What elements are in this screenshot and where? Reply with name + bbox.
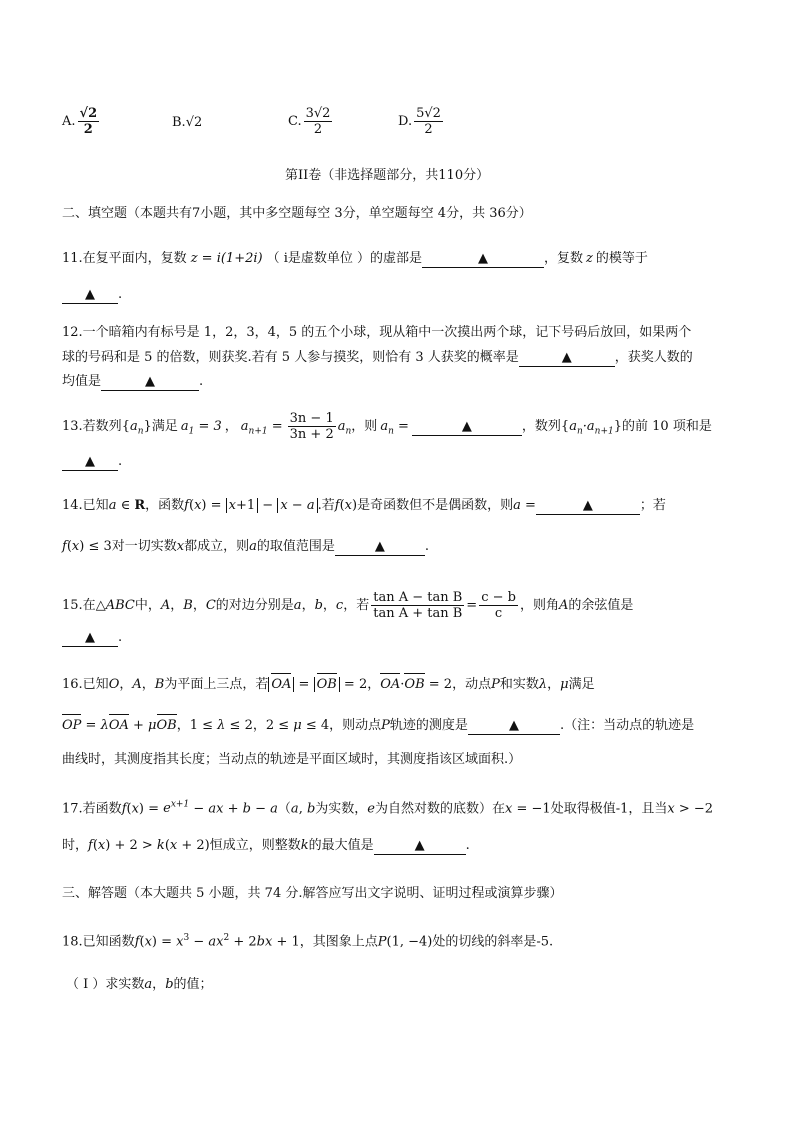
answer-blank[interactable]: ▲: [62, 630, 118, 647]
question-12-line2: 球的号码和是 5 的倍数，则获奖.若有 5 人参与摸奖，则恰有 3 人获奖的概率是 ▲ ，获奖人数的: [62, 350, 693, 365]
option-a-fraction: $\frac{√2}{2}$: [79, 106, 98, 137]
answer-blank[interactable]: ▲: [335, 539, 425, 556]
answer-blank[interactable]: ▲: [422, 251, 544, 268]
question-18-part1: （ I ）求实数a，b的值；: [66, 977, 213, 992]
question-14-line1: 14.已知a ∈ R，函数f(x) = x+1 − x − a .若f(x)是奇函数但不是偶函数，则a = ▲ ；若: [62, 498, 666, 513]
question-16-line3: 曲线时，其测度指其长度；当动点的轨迹是平面区域时，其测度指该区域面积.）: [62, 752, 522, 767]
part2-header: 二、填空题（本题共有7小题，其中多空题每空 3分，单空题每空 4分，共 36分）: [62, 206, 532, 221]
part3-header: 三、解答题（本大题共 5 小题，共 74 分.解答应写出文字说明、证明过程或演算步骤）: [62, 886, 563, 901]
option-b: B.√2: [172, 115, 203, 130]
answer-blank[interactable]: ▲: [519, 350, 615, 367]
question-12-line3: 均值是 ▲ .: [62, 374, 204, 389]
question-15-line2: ▲ .: [62, 628, 122, 648]
answer-blank[interactable]: ▲: [374, 838, 466, 855]
answer-blank[interactable]: ▲: [62, 287, 118, 304]
question-17-line2: 时，f(x) + 2 > k(x + 2)恒成立，则整数k的最大值是 ▲ .: [62, 838, 470, 853]
question-12-line1: 12.一个暗箱内有标号是 1，2，3，4，5 的五个小球，现从箱中一次摸出两个球，记下号码后放回，如果两个: [62, 325, 692, 340]
question-16-line2: OP = λOA + μOB，1 ≤ λ ≤ 2，2 ≤ μ ≤ 4，则动点P轨迹的测度是 ▲ .（注：当动点的轨迹是: [62, 716, 694, 736]
question-11-line2: ▲ .: [62, 285, 122, 305]
answer-blank[interactable]: ▲: [412, 419, 522, 436]
q13-fraction: $\frac{3n - 1}{3n + 2}$: [289, 411, 334, 442]
q15-fraction-right: $\frac{c - b}{c}$: [481, 590, 516, 621]
option-c: C. $\frac{3√2}{2}$: [288, 106, 331, 137]
question-17-line1: 17.若函数$f(x) = e^{x+1}$ − ax + b − a（a, b为实数，e为自然对数的底数）在x = −1处取得极值-1，且当x > −2: [62, 800, 714, 817]
answer-blank[interactable]: ▲: [62, 454, 118, 471]
question-13-line2: ▲ .: [62, 452, 122, 472]
q15-fraction-left: $\frac{\text{tan A − tan B}}{\text{tan A + tan B}}$: [373, 590, 463, 621]
answer-blank[interactable]: ▲: [536, 498, 640, 515]
answer-blank[interactable]: ▲: [101, 374, 199, 391]
section-title: 第II卷（非选择题部分，共110分）: [285, 168, 490, 183]
question-15-line1: 15.在△ABC中，A，B，C的对边分别是a，b，c，若 $\frac{\text{tan A − tan B}}{\text{tan A + tan B}}$ = $\frac{c - b}{c}$ ，则角A的余弦值是: [62, 590, 634, 621]
question-13-line1: 13.若数列$\{a_n\}$满足 $a_1 = 3$ ， $a_{n+1}$ = $\frac{3n - 1}{3n + 2}$ $a_n$，则 $a_n$ = ▲ ，数列$\{a_n\cdot a_{n+1}\}$的前 10 项和是: [62, 411, 712, 442]
option-d-fraction: $\frac{5√2}{2}$: [416, 106, 441, 137]
option-d: D. $\frac{5√2}{2}$: [398, 106, 441, 137]
question-14-line2: f(x) ≤ 3对一切实数x都成立，则a的取值范围是 ▲ .: [62, 539, 430, 554]
option-a: A. $\frac{√2}{2}$: [62, 106, 98, 137]
question-16-line1: 16.已知O，A，B为平面上三点，若 OA = OB = 2，OA·OB = 2，动点P和实数λ，μ满足: [62, 675, 595, 695]
question-18-line1: 18.已知函数$f(x) = x^3 - ax^2 + 2bx + 1$，其图象上点P(1, −4)处的切线的斜率是-5.: [62, 933, 554, 950]
answer-blank[interactable]: ▲: [468, 718, 560, 735]
option-c-fraction: $\frac{3√2}{2}$: [305, 106, 331, 137]
question-11-line1: 11.在复平面内，复数 z = i(1+2i) （ i是虚数单位 ）的虚部是 ▲ ，复数 z 的模等于: [62, 251, 648, 266]
